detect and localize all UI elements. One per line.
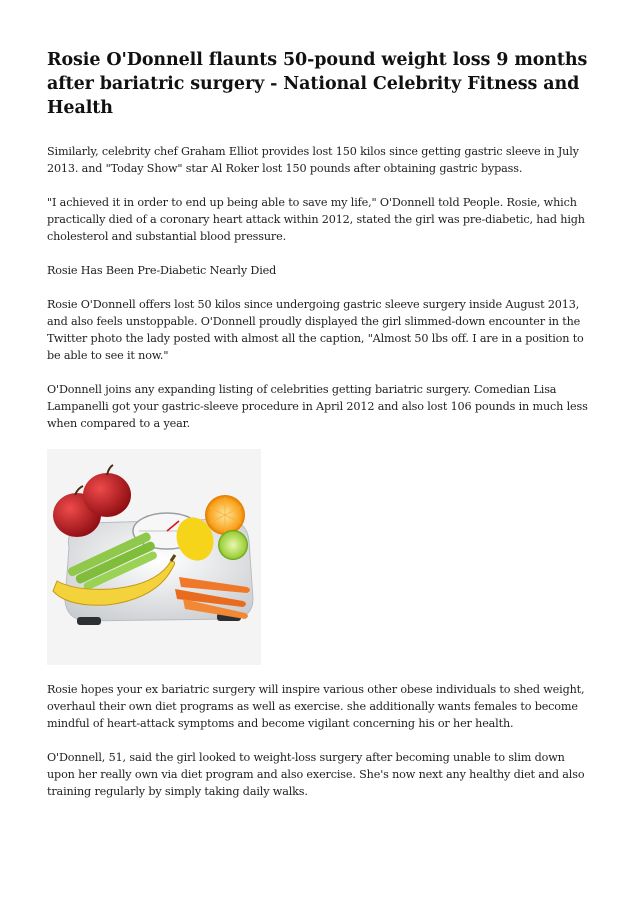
paragraph-4: O'Donnell joins any expanding listing of celebrities getting bariatric surgery. Comedian Lisa Lampanelli got your gastric-sleeve procedure in April 2012 and also lost 106 pounds in much less when compared to a year. xyxy=(47,383,588,430)
paragraph-3: Rosie O'Donnell offers lost 50 kilos since undergoing gastric sleeve surgery inside August 2013, and also feels unstoppable. O'Donnell proudly displayed the girl slimmed-down encounter in the Twitter photo the lady posted with almost all the caption, "Almost 50 lbs off. I are in a position to be able to see it now." xyxy=(47,298,584,362)
paragraph-5: Rosie hopes your ex bariatric surgery will inspire various other obese individuals to shed weight, overhaul their own diet programs as well as exercise. she additionally wants females to become mindful of heart-attack symptoms and become vigilant concerning his or her health. xyxy=(47,683,585,730)
article-title: Rosie O'Donnell flaunts 50-pound weight loss 9 months after bariatric surgery - National Celebrity Fitness and Health xyxy=(47,50,588,118)
paragraph-2: "I achieved it in order to end up being able to save my life," O'Donnell told People. Rosie, which practically died of a coronary heart attack within 2012, stated the girl was pre-diabetic, had high cholesterol and substantial blood pressure. xyxy=(47,196,585,243)
section-heading: Rosie Has Been Pre-Diabetic Nearly Died xyxy=(47,264,277,277)
document-page xyxy=(47,48,595,800)
paragraph-6: O'Donnell, 51, said the girl looked to weight-loss surgery after becoming unable to slim down upon her really own via diet program and also exercise. She's now next any healthy diet and also training regularly by simply taking daily walks. xyxy=(47,751,585,798)
paragraph-1: Similarly, celebrity chef Graham Elliot provides lost 150 kilos since getting gastric sleeve in July 2013. and "Today Show" star Al Roker lost 150 pounds after obtaining gastric bypass. xyxy=(47,145,579,175)
scale-with-fruit-image xyxy=(47,449,261,665)
